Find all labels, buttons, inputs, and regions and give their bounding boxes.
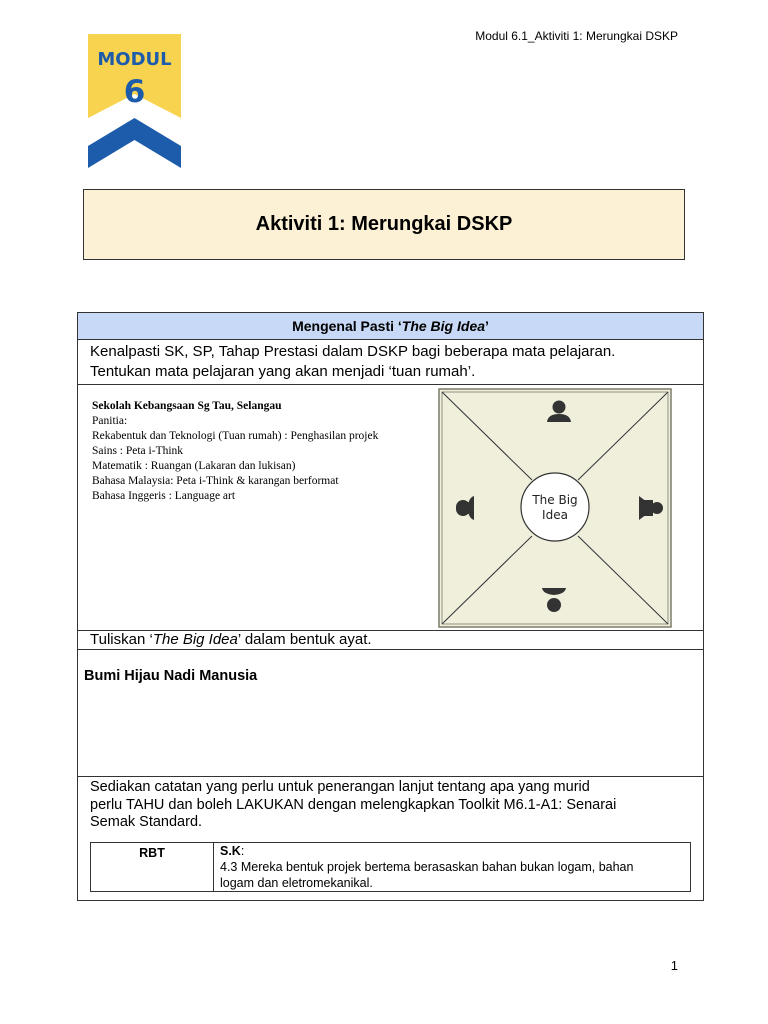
school-line: Rekabentuk dan Teknologi (Tuan rumah) : Penghasilan projek [92,430,379,442]
logo-number: 6 [123,74,146,110]
note-line-1: Sediakan catatan yang perlu untuk penerangan lanjut tentang apa yang murid [90,779,590,795]
activity-title [83,189,685,260]
big-idea-prompt [78,631,704,650]
big-idea-diagram [438,388,672,628]
table-heading [78,313,704,340]
school-name: Sekolah Kebangsaan Sg Tau, Selangau [92,400,282,412]
document-reference: Modul 6.1_Aktiviti 1: Merungkai DSKP [475,29,678,43]
sk-label: S.K [220,843,241,858]
school-line: Bahasa Malaysia: Peta i-Think & karangan berformat [92,475,339,487]
school-and-diagram-cell [78,385,704,631]
note-line-3: Semak Standard. [90,814,203,830]
school-line: Sains : Peta i-Think [92,445,184,457]
note-line-2: perlu TAHU dan boleh LAKUKAN dengan melengkapkan Toolkit M6.1-A1: Senarai [90,796,617,813]
activity-title-text: Aktiviti 1: Merungkai DSKP [255,213,513,235]
diagram-center-line-1: The Big [532,493,578,507]
rbt-label: RBT [91,842,214,891]
sk-text-line-1: 4.3 Mereka bentuk projek bertema berasaskan bahan bukan logam, bahan [220,859,634,874]
notes-section [78,777,704,901]
modul-6-logo [88,34,181,168]
school-line: Panitia: [92,415,128,427]
big-idea-table [77,312,704,901]
standard-table [90,842,691,892]
sk-text-line-2: logam dan eletromekanikal. [220,875,373,890]
page-number: 1 [670,958,678,973]
sk-cell [214,842,691,891]
big-idea-answer-text: Bumi Hijau Nadi Manusia [84,668,258,684]
school-line: Matematik : Ruangan (Lakaran dan lukisan) [92,460,296,472]
heading-prefix: Mengenal Pasti ‘ [292,318,402,334]
intro-line-2: Tentukan mata pelajaran yang akan menjadi ‘tuan rumah’. [90,363,476,380]
big-idea-answer[interactable] [78,650,704,777]
prompt-prefix: Tuliskan ‘ [90,631,153,648]
school-line: Bahasa Inggeris : Language art [92,490,236,502]
prompt-italic: The Big Idea [152,631,238,648]
sk-colon: : [240,843,245,858]
prompt-suffix: ’ dalam bentuk ayat. [237,631,372,648]
heading-suffix: ’ [485,318,489,334]
heading-italic: The Big Idea [401,318,486,334]
logo-word: MODUL [97,49,172,70]
intro-instructions [78,340,704,385]
school-info [92,399,378,504]
intro-line-1: Kenalpasti SK, SP, Tahap Prestasi dalam DSKP bagi beberapa mata pelajaran. [90,343,616,360]
diagram-center-line-2: Idea [542,508,568,522]
